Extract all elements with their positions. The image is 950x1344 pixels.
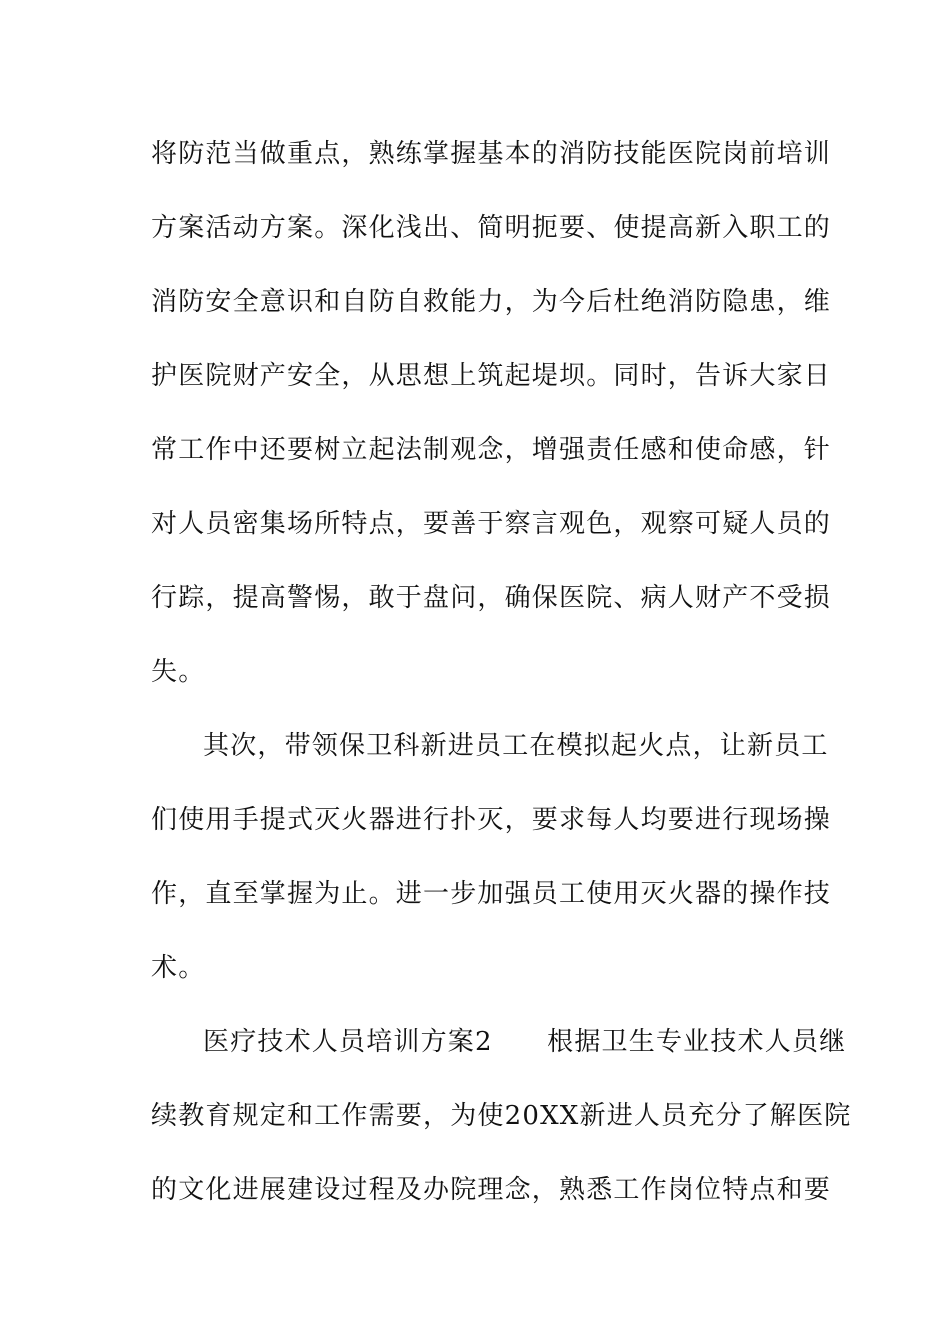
text-line: 常工作中还要树立起法制观念，增强责任感和使命感，针 [151,435,832,465]
text-line: 对人员密集场所特点，要善于察言观色，观察可疑人员的 [151,509,832,539]
section-heading-line: 医疗技术人员培训方案2 根据卫生专业技术人员继 [203,1027,847,1057]
paragraph-start-line: 其次，带领保卫科新进员工在模拟起火点，让新员工 [203,731,829,761]
text-line: 失。 [151,657,206,687]
text-line: 作，直至掌握为止。进一步加强员工使用灭火器的操作技 [151,879,832,909]
document-body [151,122,852,1232]
text-line: 续教育规定和工作需要，为使20XX新进人员充分了解医院 [151,1101,852,1131]
text-line: 方案活动方案。深化浅出、简明扼要、使提高新入职工的 [151,213,832,243]
text-line: 行踪，提高警惕，敢于盘问，确保医院、病人财产不受损 [151,583,832,613]
text-line: 将防范当做重点，熟练掌握基本的消防技能医院岗前培训 [151,139,832,169]
text-line: 们使用手提式灭火器进行扑灭，要求每人均要进行现场操 [151,805,832,835]
text-line: 护医院财产安全，从思想上筑起堤坝。同时，告诉大家日 [151,361,832,391]
text-line: 术。 [151,953,206,983]
text-line: 消防安全意识和自防自救能力，为今后杜绝消防隐患，维 [151,287,832,317]
text-line: 的文化进展建设过程及办院理念，熟悉工作岗位特点和要 [151,1175,832,1205]
